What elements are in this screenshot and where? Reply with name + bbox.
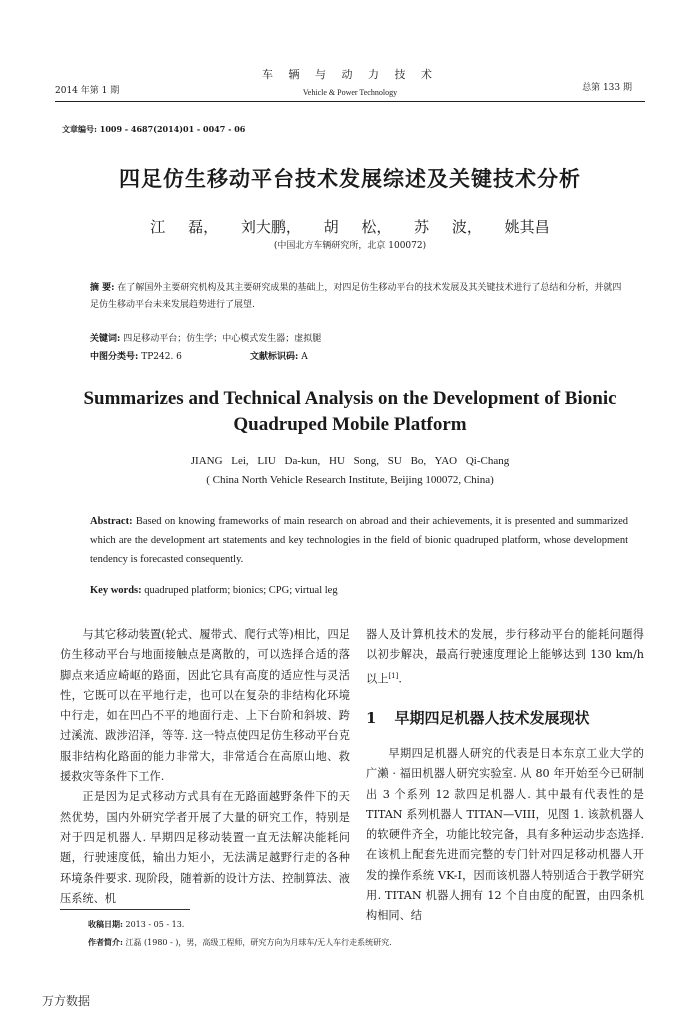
abstract-cn-label: 摘 要: (90, 283, 115, 293)
keywords-en (90, 585, 338, 596)
author-bio: 江磊 (1980 - )，男，高级工程师，研究方向为月球车/无人车行走系统研究. (125, 938, 392, 947)
abstract-en-text: Based on knowing frameworks of main research on abroad and their achievements, it is presented and summarized which are the development art statements and key technologies in the field of bionic quadruped platform, whose development tendency is forecasted consequently. (90, 516, 628, 565)
abstract-cn-text: 在了解国外主要研究机构及其主要研究成果的基础上，对四足仿生移动平台的技术发展及其关键技术进行了总结和分析，并就四足仿生移动平台未来发展趋势进行了展望. (90, 283, 622, 310)
clc-value: TP242. 6 (141, 352, 182, 362)
keywords-en-label: Key words: (90, 585, 142, 596)
issue-left: 2014 年第 1 期 (55, 86, 120, 96)
doc-code-value: A (301, 352, 308, 362)
body-paragraph: 早期四足机器人研究的代表是日本东京工业大学的广濑 · 福田机器人研究实验室. 从 80 年开始至今已研制出 3 个系列 12 款四足机器人. 其中最有代表性的是 TITAN 系列机器人 TITAN—VIII，见图 1. 该款机器人的软硬件齐全，功能比较完备，具有多种运动步态选择. 在该机上配套先进而完整的专门针对四足移动机器人开发的操作系统 VK-I，因而该机器人特别适合于教学研究用. TITAN 机器人拥有 12 个自由度的配置，由四条机构相同、结 (366, 746, 644, 923)
abstract-en (90, 512, 628, 569)
abstract-en-label: Abstract: (90, 516, 133, 527)
footnote-rule (60, 909, 190, 910)
author-bio-label: 作者简介: (88, 937, 123, 947)
authors-en: JIANG Lei, LIU Da-kun, HU Song, SU Bo, YAO Qi-Chang (190, 455, 510, 467)
header-rule (55, 101, 645, 102)
footnote-received (88, 919, 184, 930)
issue-right: 总第 133 期 (582, 83, 632, 93)
received-date: 2013 - 05 - 13. (125, 920, 185, 929)
abstract-cn (90, 280, 626, 314)
authors-cn: 江 磊， 刘大鹏， 胡 松， 苏 波， 姚其昌 (150, 218, 550, 236)
affiliation-cn: (中国北方车辆研究所，北京 100072) (273, 241, 427, 251)
doc-code-label: 文献标识码: (250, 352, 299, 362)
section-number: 1 (366, 708, 377, 727)
body-text-end: . (398, 672, 402, 686)
doc-code (250, 349, 308, 362)
title-en: Summarizes and Technical Analysis on the Development of Bionic Quadruped Mobile Platform (83, 388, 617, 435)
body-column-left (60, 625, 350, 909)
body-paragraph: 正是因为足式移动方式具有在无路面越野条件下的天然优势，国内外研究学者开展了大量的研究工作，特别是对于四足机器人. 早期四足移动装置一直无法解决能耗问题，行驶速度低，输出力矩小，无法满足越野行走的各种环境条件要求. 现阶段，随着新的设计方法、控制算法、液压系统、机 (60, 790, 350, 905)
journal-name-en: Vehicle & Power Technology (302, 88, 398, 97)
citation-ref: [1] (388, 671, 399, 680)
section-title: 早期四足机器人技术发展现状 (394, 708, 590, 727)
clc-label: 中图分类号: (90, 352, 139, 362)
clc-number (90, 349, 182, 362)
article-number (62, 124, 245, 135)
journal-name-cn: 车 辆 与 动 力 技 术 (262, 68, 438, 81)
article-number-value: 1009 - 4687(2014)01 - 0047 - 06 (99, 124, 246, 134)
body-paragraph: 与其它移动装置(轮式、履带式、爬行式等)相比，四足仿生移动平台与地面接触点是离散的，可以选择合适的落脚点来适应崎岖的路面，因此它具有高度的适应性与灵活性，它既可以在平地行走，也可以在复杂的非结构化环境中行走，如在凹凸不平的地面行走、上下台阶和斜坡、跨过溪流、跋涉沼泽，等等. 这一特点使四足仿生移动平台克服非结构化路面的能力非常大，非常适合在高原山地、救援救灾等条件下工作. (60, 628, 350, 784)
journal-header (200, 66, 500, 97)
title-cn: 四足仿生移动平台技术发展综述及关键技术分析 (119, 166, 581, 191)
keywords-cn-text: 四足移动平台；仿生学；中心模式发生器；虚拟腿 (123, 334, 322, 344)
article-number-label: 文章编号: (62, 124, 97, 134)
body-paragraph (366, 625, 644, 690)
keywords-cn-label: 关键词: (90, 334, 121, 344)
affiliation-en: ( China North Vehicle Research Institute, Beijing 100072, China) (206, 474, 494, 486)
section-heading (366, 708, 644, 728)
footnote-author (88, 937, 392, 948)
received-label: 收稿日期: (88, 919, 123, 929)
body-column-right (366, 625, 644, 927)
keywords-en-text: quadruped platform; bionics; CPG; virtual leg (144, 585, 338, 596)
watermark: 万方数据 (42, 994, 91, 1008)
body-text: 器人及计算机技术的发展，步行移动平台的能耗问题得以初步解决，最高行驶速度理论上能够达到 130 km/h 以上 (366, 628, 644, 686)
keywords-cn (90, 331, 321, 344)
